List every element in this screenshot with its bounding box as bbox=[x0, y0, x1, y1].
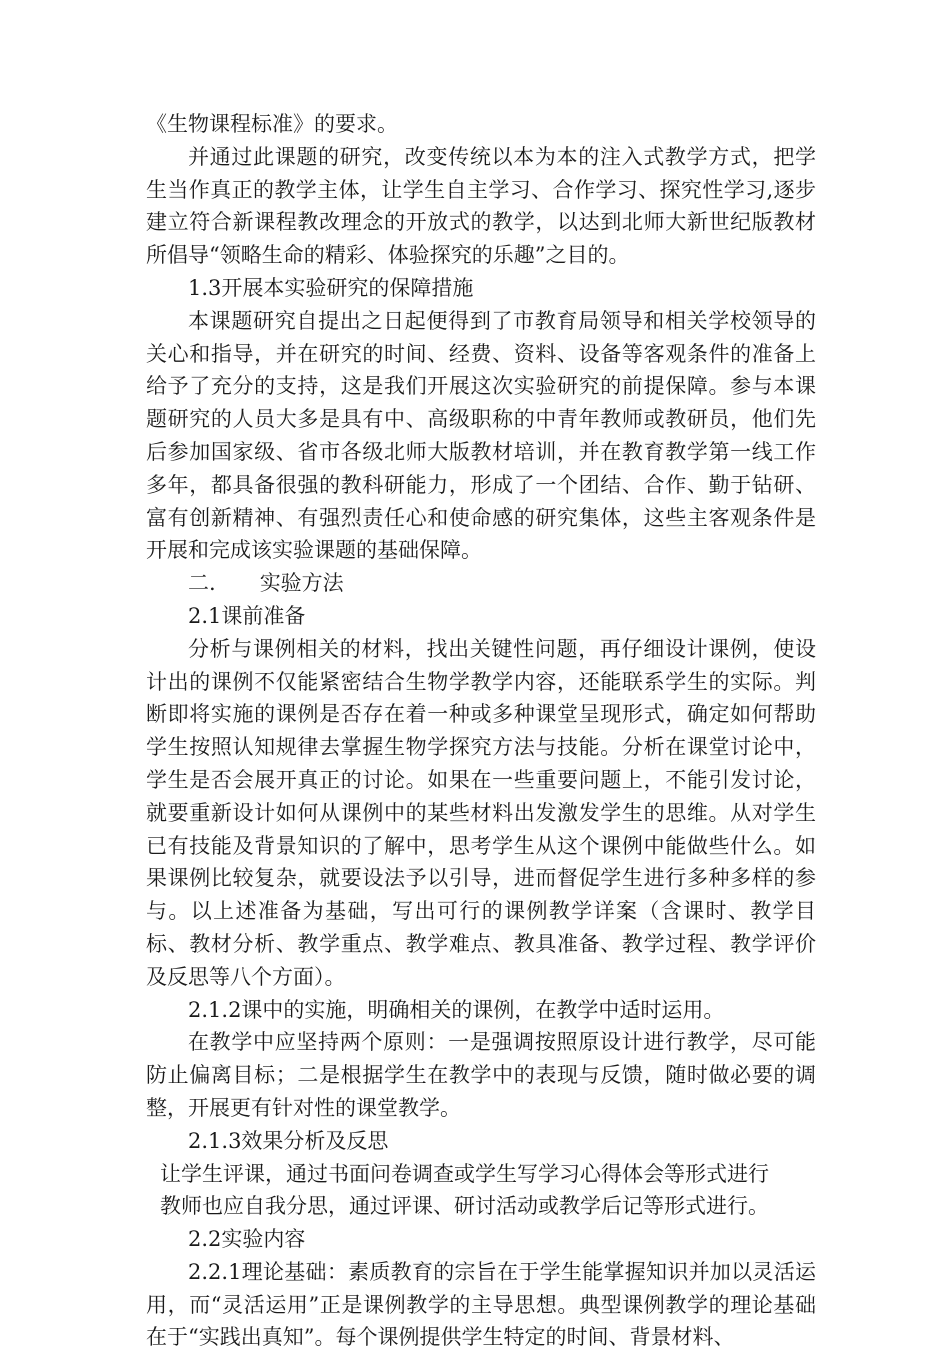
section-heading-2-2: 2.2实验内容 bbox=[188, 1227, 306, 1252]
section-title: 实验方法 bbox=[259, 571, 344, 596]
paragraph-research-goal: 并通过此课题的研究，改变传统以本为本的注入式教学方式，把学生当作真正的教学主体，让学生自主学习、合作学习、探究性学习,逐步建立符合新课程教改理念的开放式的教学，以达到北师大新世纪版教材所倡导“领略生命的精彩、体验探究的乐趣”之目的。 bbox=[146, 144, 816, 268]
section-heading-2-1-2: 2.1.2课中的实施，明确相关的课例，在教学中适时运用。 bbox=[188, 997, 725, 1022]
section-heading-1-3: 1.3开展本实验研究的保障措施 bbox=[188, 275, 474, 300]
paragraph-student-review: 让学生评课，通过书面问卷调查或学生写学习心得体会等形式进行 bbox=[160, 1161, 769, 1186]
paragraph-implementation: 在教学中应坚持两个原则：一是强调按照原设计进行教学，尽可能防止偏离目标；二是根据学生在教学中的表现与反馈，随时做必要的调整，开展更有针对性的课堂教学。 bbox=[146, 1030, 816, 1120]
paragraph-guarantee-measures: 本课题研究自提出之日起便得到了市教育局领导和相关学校领导的关心和指导，并在研究的时间、经费、资料、设备等客观条件的准备上给予了充分的支持，这是我们开展这次实验研究的前提保障。参与本课题研究的人员大多是具有中、高级职称的中青年教师或教研员，他们先后参加国家级、省市各级北师大版教材培训，并在教育教学第一线工作多年，都具备很强的教科研能力，形成了一个团结、合作、勤于钻研、富有创新精神、有强烈责任心和使命感的研究集体，这些主客观条件是开展和完成该实验课题的基础保障。 bbox=[146, 308, 816, 563]
paragraph-theory-basis: 2.2.1理论基础：素质教育的宗旨在于学生能掌握知识并加以灵活运用，而“灵活运用”正是课例教学的主导思想。典型课例教学的理论基础在于“实践出真知”。每个课例提供学生特定的时间、背景材料、 bbox=[146, 1259, 816, 1350]
section-heading-2-1: 2.1课前准备 bbox=[188, 603, 306, 628]
paragraph-intro: 《生物课程标准》的要求。 bbox=[146, 112, 398, 136]
section-heading-2 bbox=[146, 567, 816, 600]
document-body bbox=[146, 108, 816, 1354]
paragraph-teacher-reflection: 教师也应自我分思，通过评课、研讨活动或教学后记等形式进行。 bbox=[160, 1194, 769, 1219]
section-number: 二. bbox=[188, 571, 216, 596]
paragraph-preparation: 分析与课例相关的材料，找出关键性问题，再仔细设计课例，使设计出的课例不仅能紧密结合生物学教学内容，还能联系学生的实际。判断即将实施的课例是否存在着一种或多种课堂呈现形式，确定如何帮助学生按照认知规律去掌握生物学探究方法与技能。分析在课堂讨论中，学生是否会展开真正的讨论。如果在一些重要问题上，不能引发讨论，就要重新设计如何从课例中的某些材料出发激发学生的思维。从对学生已有技能及背景知识的了解中，思考学生从这个课例中能做些什么。如果课例比较复杂，就要设法予以引导，进而督促学生进行多种多样的参与。以上述准备为基础，写出可行的课例教学详案（含课时、教学目标、教材分析、教学重点、教学难点、教具准备、教学过程、教学评价及反思等八个方面）。 bbox=[146, 636, 816, 989]
section-heading-2-1-3: 2.1.3效果分析及反思 bbox=[188, 1128, 389, 1153]
